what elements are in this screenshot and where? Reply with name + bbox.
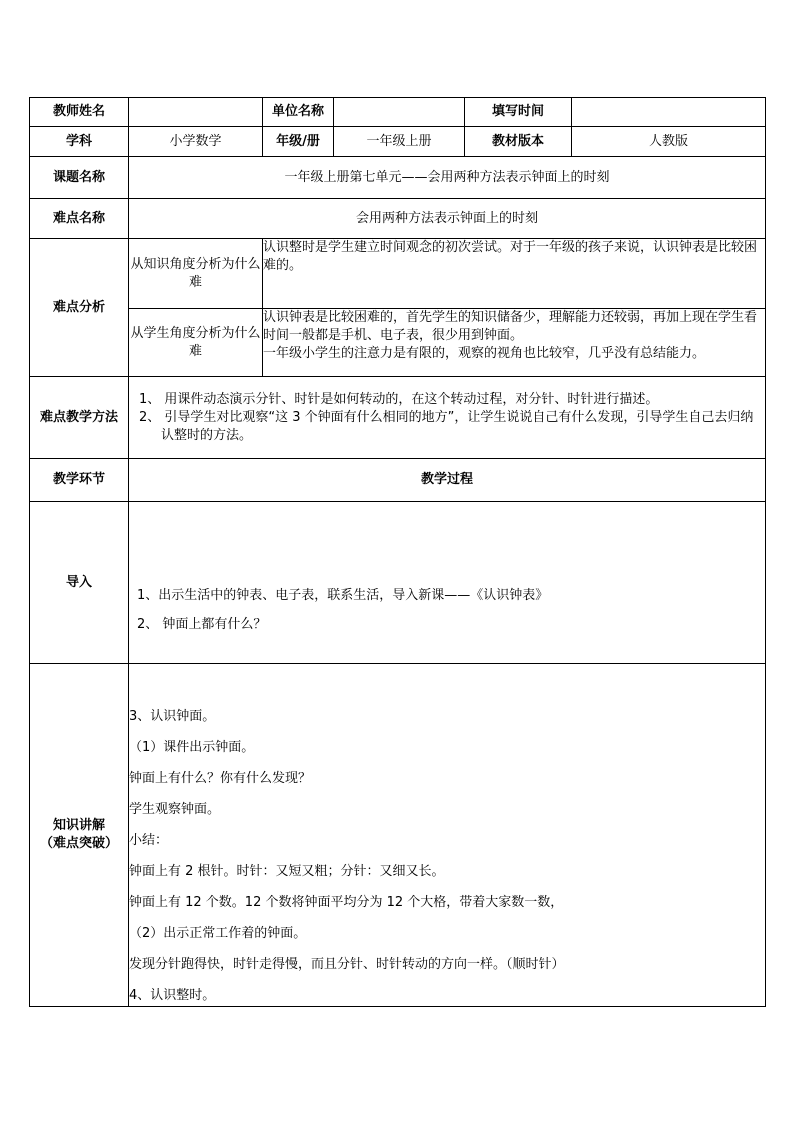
knowledge-angle-text xyxy=(263,239,766,309)
subject-label: 学科 xyxy=(30,127,129,157)
difficulty-row xyxy=(30,199,766,239)
knowledge-angle-paragraph: 认识整时是学生建立时间观念的初次尝试。对于一年级的孩子来说，认识钟表是比较困难的。 xyxy=(263,240,758,273)
unit-value xyxy=(334,98,465,127)
date-label: 填写时间 xyxy=(465,98,572,127)
grade-value: 一年级上册 xyxy=(334,127,465,157)
knowledge-line-7: 钟面上有 12 个数。12 个数将钟面平均分为 12 个大格，带着大家数一数， xyxy=(129,894,564,910)
method-item-2: 2、 引导学生对比观察“这 3 个钟面有什么相同的地方”，让学生说说自己有什么发现，引导学生自己去归纳认整时的方法。 xyxy=(139,409,754,443)
knowledge-line-8: （2）出示正常工作着的钟面。 xyxy=(129,925,307,941)
header-row-1 xyxy=(30,98,766,127)
knowledge-content xyxy=(129,664,766,1007)
difficulty-label: 难点名称 xyxy=(30,199,129,239)
analysis-row-knowledge xyxy=(30,239,766,309)
knowledge-line-1: 3、认识钟面。 xyxy=(129,708,216,724)
analysis-label: 难点分析 xyxy=(30,239,129,377)
knowledge-line-3: 钟面上有什么？你有什么发现？ xyxy=(129,770,312,786)
unit-label: 单位名称 xyxy=(263,98,334,127)
knowledge-line-5: 小结： xyxy=(129,832,169,848)
knowledge-label-line-2: （难点突破） xyxy=(39,836,118,851)
knowledge-line-9: 发现分针跑得快，时针走得慢，而且分针、时针转动的方向一样。（顺时针） xyxy=(129,956,565,972)
topic-label: 课题名称 xyxy=(30,157,129,199)
lesson-plan-table xyxy=(29,97,766,1007)
intro-line-1: 1、出示生活中的钟表、电子表，联系生活，导入新课——《认识钟表》 xyxy=(137,587,549,603)
method-label: 难点教学方法 xyxy=(30,377,129,459)
date-value xyxy=(572,98,766,127)
intro-label: 导入 xyxy=(30,502,129,664)
knowledge-line-4: 学生观察钟面。 xyxy=(129,801,221,817)
process-header-label: 教学过程 xyxy=(129,459,766,502)
grade-label: 年级/册 xyxy=(263,127,334,157)
difficulty-value: 会用两种方法表示钟面上的时刻 xyxy=(129,199,766,239)
knowledge-line-2: （1）课件出示钟面。 xyxy=(129,739,255,755)
student-angle-text xyxy=(263,309,766,377)
topic-row xyxy=(30,157,766,199)
knowledge-label-line-1: 知识讲解 xyxy=(52,818,105,833)
method-row xyxy=(30,377,766,459)
process-header-row xyxy=(30,459,766,502)
header-row-2 xyxy=(30,127,766,157)
intro-content xyxy=(129,502,766,664)
method-item-1: 1、 用课件动态演示分针、时针是如何转动的，在这个转动过程，对分针、时针进行描述。 xyxy=(139,391,659,407)
stage-header-label: 教学环节 xyxy=(30,459,129,502)
textbook-value: 人教版 xyxy=(572,127,766,157)
knowledge-line-6: 钟面上有 2 根针。时针：又短又粗；分针：又细又长。 xyxy=(129,863,445,879)
subject-value: 小学数学 xyxy=(129,127,263,157)
intro-row xyxy=(30,502,766,664)
knowledge-label xyxy=(30,664,129,1007)
teacher-name-value xyxy=(129,98,263,127)
student-angle-paragraph-1: 认识钟表是比较困难的，首先学生的知识储备少，理解能力还较弱，再加上现在学生看时间一般都是手机、电子表，很少用到钟面。 xyxy=(263,310,758,343)
knowledge-line-10: 4、认识整时。 xyxy=(129,987,216,1003)
analysis-row-student xyxy=(30,309,766,377)
topic-value: 一年级上册第七单元——会用两种方法表示钟面上的时刻 xyxy=(129,157,766,199)
student-angle-paragraph-2: 一年级小学生的注意力是有限的，观察的视角也比较窄，几乎没有总结能力。 xyxy=(263,346,706,361)
knowledge-angle-label: 从知识角度分析为什么难 xyxy=(129,239,263,309)
textbook-label: 教材版本 xyxy=(465,127,572,157)
method-text xyxy=(129,377,766,459)
student-angle-label: 从学生角度分析为什么难 xyxy=(129,309,263,377)
knowledge-row xyxy=(30,664,766,1007)
intro-line-2: 2、 钟面上都有什么？ xyxy=(137,616,267,632)
teacher-name-label: 教师姓名 xyxy=(30,98,129,127)
